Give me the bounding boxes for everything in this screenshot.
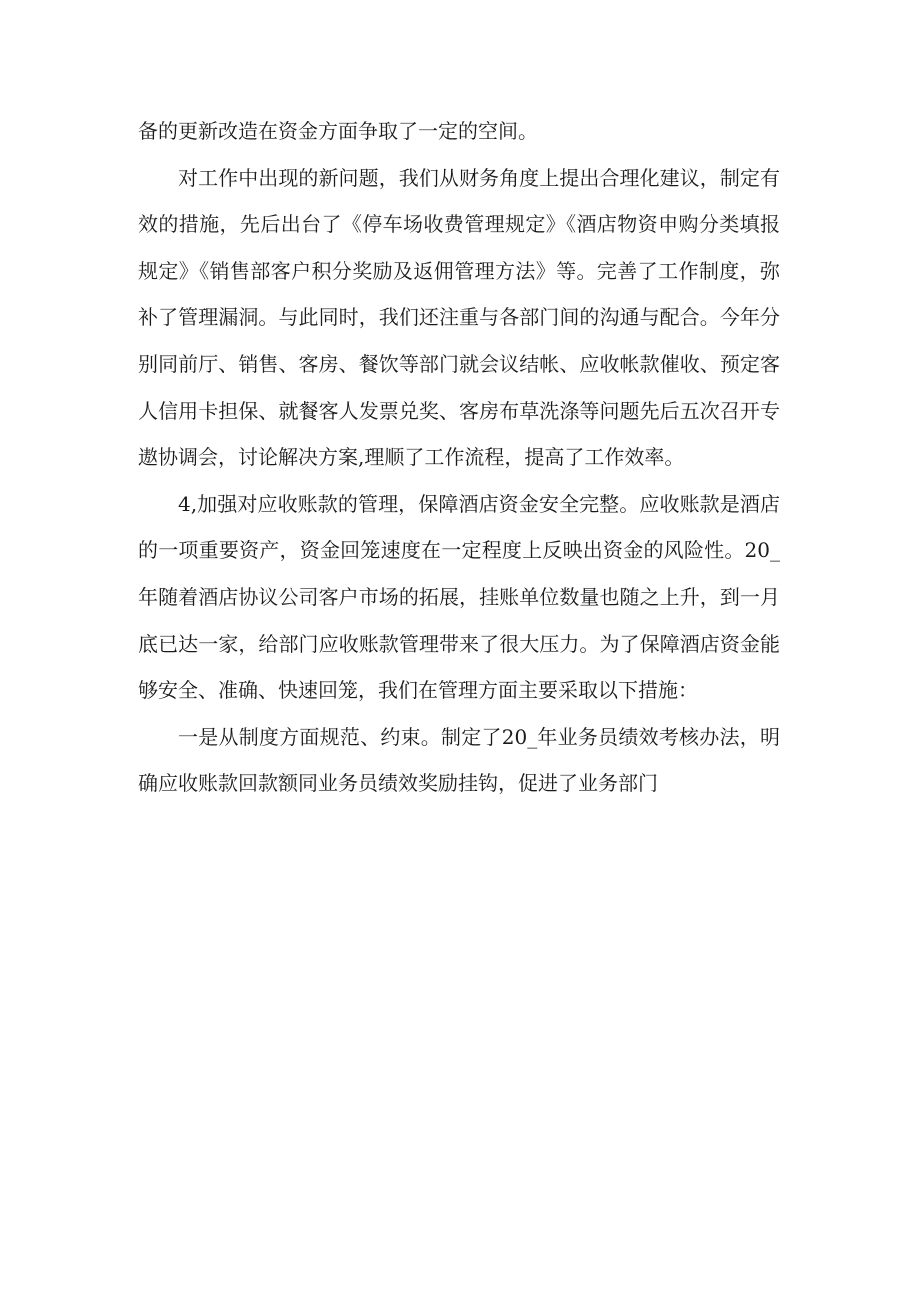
text-line: 年随着酒店协议公司客户市场的拓展，挂账单位数量也随之上升，到一月 <box>138 584 780 609</box>
text-line: 确应收账款回款额同业务员绩效奖励挂钩，促进了业务部门 <box>138 771 658 796</box>
paragraph-start-line: 4,加强对应收账款的管理，保障酒店资金安全完整。应收账款是酒店 <box>178 491 780 516</box>
document-body <box>138 108 780 807</box>
text-line: 底已达一家，给部门应收账款管理带来了很大压力。为了保障酒店资金能 <box>138 631 780 656</box>
text-line: 补了管理漏洞。与此同时，我们还注重与各部门间的沟通与配合。今年分 <box>138 305 780 330</box>
text-line: 遨协调会，讨论解决方案,理顺了工作流程，提高了工作效率。 <box>138 445 685 470</box>
text-line: 的一项重要资产，资金回笼速度在一定程度上反映出资金的风险性。20_ <box>138 538 780 563</box>
text-line: 人信用卡担保、就餐客人发票兑奖、客房布草洗涤等问题先后五次召开专 <box>138 398 780 423</box>
text-line: 备的更新改造在资金方面争取了一定的空间。 <box>138 119 538 143</box>
paragraph-start-line: 对工作中出现的新问题，我们从财务角度上提出合理化建议，制定有 <box>178 165 780 190</box>
text-line: 规定》《销售部客户积分奖励及返佣管理方法》等。完善了工作制度，弥 <box>138 258 780 283</box>
text-line: 别同前厅、销售、客房、餐饮等部门就会议结帐、应收帐款催收、预定客 <box>138 351 780 376</box>
text-line: 够安全、准确、快速回笼，我们在管理方面主要采取以下措施： <box>138 678 698 703</box>
paragraph-start-line: 一是从制度方面规范、约束。制定了20_年业务员绩效考核办法，明 <box>178 724 780 749</box>
text-line: 效的措施，先后出台了《停车场收费管理规定》《酒店物资申购分类填报 <box>138 212 780 237</box>
